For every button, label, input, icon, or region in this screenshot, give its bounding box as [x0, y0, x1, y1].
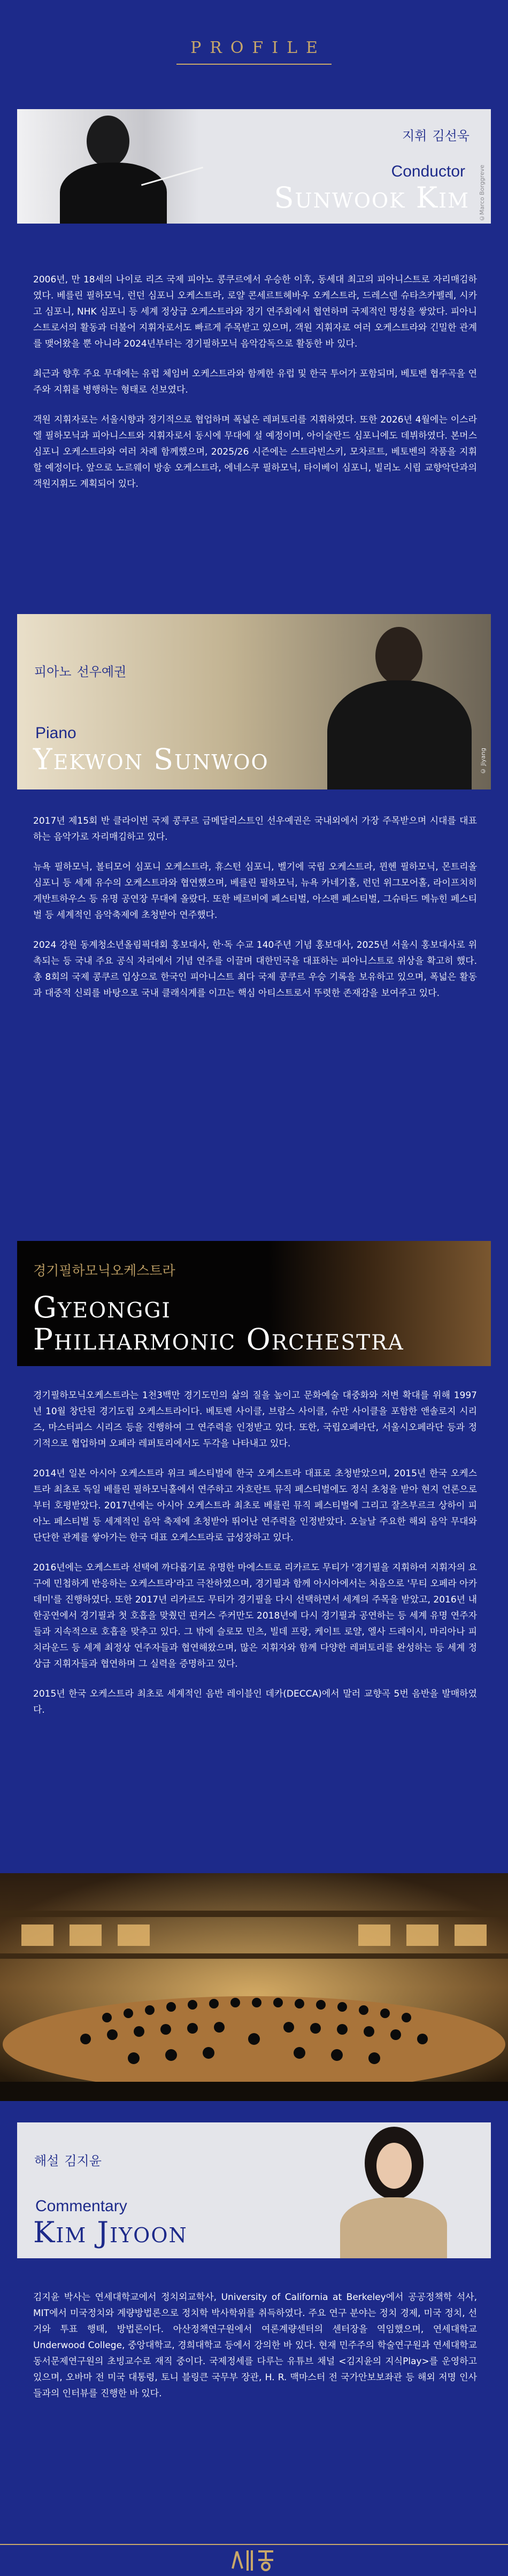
pianist-role-en: Piano — [35, 724, 76, 742]
orchestra-name-en-line2: Philharmonic Orchestra — [33, 1322, 404, 1356]
orchestra-name-kr: 경기필하모닉오케스트라 — [33, 1263, 175, 1278]
conductor-bio — [33, 272, 477, 506]
concert-hall-photo — [0, 1873, 508, 2101]
orchestra-banner — [17, 1241, 491, 1366]
pianist-banner — [17, 614, 491, 789]
conductor-figure — [60, 113, 199, 224]
pianist-name-en: Yekwon Sunwoo — [33, 742, 269, 776]
concert-hall-illustration — [0, 1873, 508, 2101]
bio-paragraph: 객원 지휘자로는 서울시향과 정기적으로 협업하며 폭넓은 레퍼토리를 지휘하였다. 또한 2026년 4월에는 이스라엘 필하모닉과 피아니스트와 지휘자로서 동시에 무대에 설 예정이며, 아이슬란드 심포니에도 데뷔하였다. 본머스 심포니 오케스트라와 여러 차례 함께했으며, 2025/26 시즌에는 스트라빈스키, 모차르트, 베토벤의 작품을 지휘할 예정이다. 앞으로 노르웨이 방송 오케스트라, 에네스쿠 필하모닉, 타이베이 심포니, 빌리노 시립 교향악단과의 객원지휘도 계획되어 있다. — [33, 415, 477, 489]
pianist-bio — [33, 813, 477, 1015]
bio-paragraph: 경기필하모닉오케스트라는 1천3백만 경기도민의 삶의 질을 높이고 문화예술 대중화와 저변 확대를 위해 1997년 10월 창단된 경기도립 오케스트라이다. 베토벤 사이클, 브람스 사이클, 슈만 사이클을 포함한 앤솔로지 시리즈, 마스터피스 시리즈 등을 진행하여 그 연주력을 인정받고 있다. 또한, 국립오페라단, 서울시오페라단 등과 정기적으로 협업하며 오페라 레퍼토리에서도 두각을 나타내고 있다. — [33, 1390, 477, 1449]
pianist-role-line — [34, 661, 126, 680]
pianist-photo-credit: © Jiyang — [480, 748, 487, 775]
conductor-name-en: Sunwook Kim — [274, 181, 469, 214]
conductor-role: 지휘 — [402, 128, 427, 143]
commentary-role-en: Commentary — [35, 2197, 127, 2215]
commentary-role-line — [34, 2150, 102, 2169]
commentary-banner — [17, 2122, 491, 2258]
commentary-bio — [33, 2289, 477, 2416]
conductor-banner — [17, 109, 491, 224]
bio-paragraph: 2014년 일본 아시아 오케스트라 위크 페스티벌에 한국 오케스트라 대표로 초청받았으며, 2015년 한국 오케스트라 최초로 독일 베를린 필하모닉홀에서 연주하고 자흐란트 뮤직 페스티벌에도 정식 초청을 받아 현지 언론으로부터 호평받았다. 2017년에는 아시아 오케스트라 최초로 베를린 뮤직 페스티벌에 그리고 잘츠부르크 상하이 피아노 페스티벌 등 세계적인 음악 축제에 초청받아 뛰어난 연주력을 인정받았다. 오늘날 주요한 해외 음악 무대와 단단한 관계를 쌓아가는 한국 대표 오케스트라로 급성장하고 있다. — [33, 1468, 477, 1543]
commentary-name-en: Kim Jiyoon — [33, 2215, 188, 2249]
conductor-role-line — [402, 125, 469, 144]
profile-title: PROFILE — [176, 39, 332, 65]
pianist-name-kr: 선우예권 — [76, 664, 127, 679]
bio-paragraph: 최근과 향후 주요 무대에는 유럽 체임버 오케스트라와 함께한 유럽 및 한국 투어가 포함되며, 베토벤 협주곡을 연주와 지휘를 병행하는 형태로 선보였다. — [33, 369, 477, 395]
bio-paragraph: 뉴욕 필하모닉, 볼티모어 심포니 오케스트라, 휴스턴 심포니, 벨기에 국립 오케스트라, 뮌헨 필하모닉, 몬트리올 심포니 등 세계 유수의 오케스트라와 협연했으며, 베를린 필하모닉, 뉴욕 카네기홀, 런던 위그모어홀, 라이프치히 게반트하우스 등 유명 공연장 무대에 올랐다. 또한 베르비에 페스티벌, 아스펜 페스티벌, 그슈타드 메뉴힌 페스티벌 등 세계적인 음악축제에 초청받아 연주했다. — [33, 862, 477, 921]
bio-paragraph: 김지윤 박사는 연세대학교에서 정치외교학사, University of California at Berkeley에서 공공정책학 석사, MIT에서 미국정치와 계량방법론으로 정치학 박사학위를 취득하였다. 주요 연구 분야는 정치 경제, 미국 정치, 선거와 투표 행태, 방법론이다. 아산정책연구원에서 여론계량센터의 센터장을 역임했으며, 연세대학교 Underwood College, 중앙대학교, 경희대학교 등에서 강의한 바 있다. 현재 민주주의 학술연구원과 연세대학교 동서문제연구원의 초빙교수로 재직 중이다. 국제정세를 다루는 유튜브 채널 <김지윤의 지식Play>를 운영하고 있으며, 오바마 전 미국 대통령, 토니 블링큰 국무부 장관, H. R. 맥마스터 전 국가안보보좌관 등 해외 저명 인사들과의 인터뷰를 진행한 바 있다. — [33, 2292, 477, 2399]
bio-paragraph: 2017년 제15회 반 클라이번 국제 콩쿠르 금메달리스트인 선우예권은 국내외에서 가장 주목받으며 시대를 대표하는 음악가로 자리매김하고 있다. — [33, 816, 477, 842]
bio-paragraph: 2006년, 만 18세의 나이로 리즈 국제 피아노 콩쿠르에서 우승한 이후, 동세대 최고의 피아니스트로 자리매김하였다. 베를린 필하모닉, 런던 심포니 오케스트라, 로얄 콘세르트헤바우 오케스트라, 드레스덴 슈타츠카펠레, 시카고 심포니, NHK 심포니 등 세계 정상급 오케스트라와 정기 연주회에서 협연하며 국제적인 명성을 쌓았다. 피아니스트로서의 활동과 더불어 지휘자로서도 빠르게 주목받고 있으며, 객원 지휘자로 여러 오케스트라와 긴밀한 관계를 맺어왔을 뿐 아니라 2024년부터는 경기필하모닉 음악감독으로 활동한 바 있다. — [33, 274, 477, 349]
bio-paragraph: 2016년에는 오케스트라 선택에 까다롭기로 유명한 마에스트로 리카르도 무티가 '경기필을 지휘하여 지휘자의 요구에 민첩하게 반응하는 오케스트라'라고 극찬하였으며, 경기필과 함께 아시아에서는 처음으로 '무티 오페라 아카데미'를 진행하였다. 또한 2017년 리카르도 무티가 경기필을 다시 선택하면서 세계의 주목을 받았고, 2016년 내한공연에서 경기필과 첫 호흡을 맞췄던 핀커스 주커만도 2018년에 다시 경기필과 공연하는 등 세계 유명 연주자들과 지속적으로 호흡을 맞추고 있다. 그 밖에 슬로모 민츠, 빌데 프랑, 케이트 로얄, 엘사 드레이시, 마리아나 피치라운드 등 세계 최정상 연주자들과 협연해왔으며, 많은 지휘자와 함께 다양한 레퍼토리를 완성하는 등 세계 정상급 지휘자들과 협연하며 그 실력을 증명하고 있다. — [33, 1562, 477, 1669]
bio-paragraph: 2024 강원 동계청소년올림픽대회 홍보대사, 한·독 수교 140주년 기념 홍보대사, 2025년 서울시 홍보대사로 위촉되는 등 국내 주요 공식 자리에서 기념 연주를 이끌며 대한민국을 대표하는 피아니스트로 위상을 확고히 했다. 총 8회의 국제 콩쿠르 입상으로 한국인 피아니스트 최다 국제 콩쿠르 우승 기록을 보유하고 있으며, 폭넓은 활동과 대중적 신뢰를 바탕으로 국내 클래식계를 이끄는 핵심 아티스트로서 뚜렷한 존재감을 보여주고 있다. — [33, 940, 477, 999]
orchestra-bio — [33, 1387, 477, 1732]
conductor-photo-credit: ©Marco Borggreve — [479, 165, 486, 222]
bio-paragraph: 2015년 한국 오케스트라 최초로 세계적인 음반 레이블인 데카(DECCA)에서 말러 교향곡 5번 음반을 발매하였다. — [33, 1689, 477, 1715]
conductor-role-en: Conductor — [391, 163, 465, 180]
sejong-logo-icon — [227, 2547, 281, 2574]
conductor-photo — [17, 109, 199, 224]
profile-header — [0, 39, 508, 65]
commentary-role: 해설 — [34, 2153, 59, 2168]
commentary-name-kr: 김지윤 — [64, 2153, 102, 2168]
pianist-role: 피아노 — [34, 664, 72, 679]
pianist-figure — [322, 627, 482, 789]
commentary-figure — [338, 2122, 461, 2258]
conductor-name-kr: 김선욱 — [432, 128, 469, 143]
orchestra-name-en-line1: Gyeonggi — [33, 1290, 171, 1324]
footer-divider — [0, 2544, 508, 2545]
